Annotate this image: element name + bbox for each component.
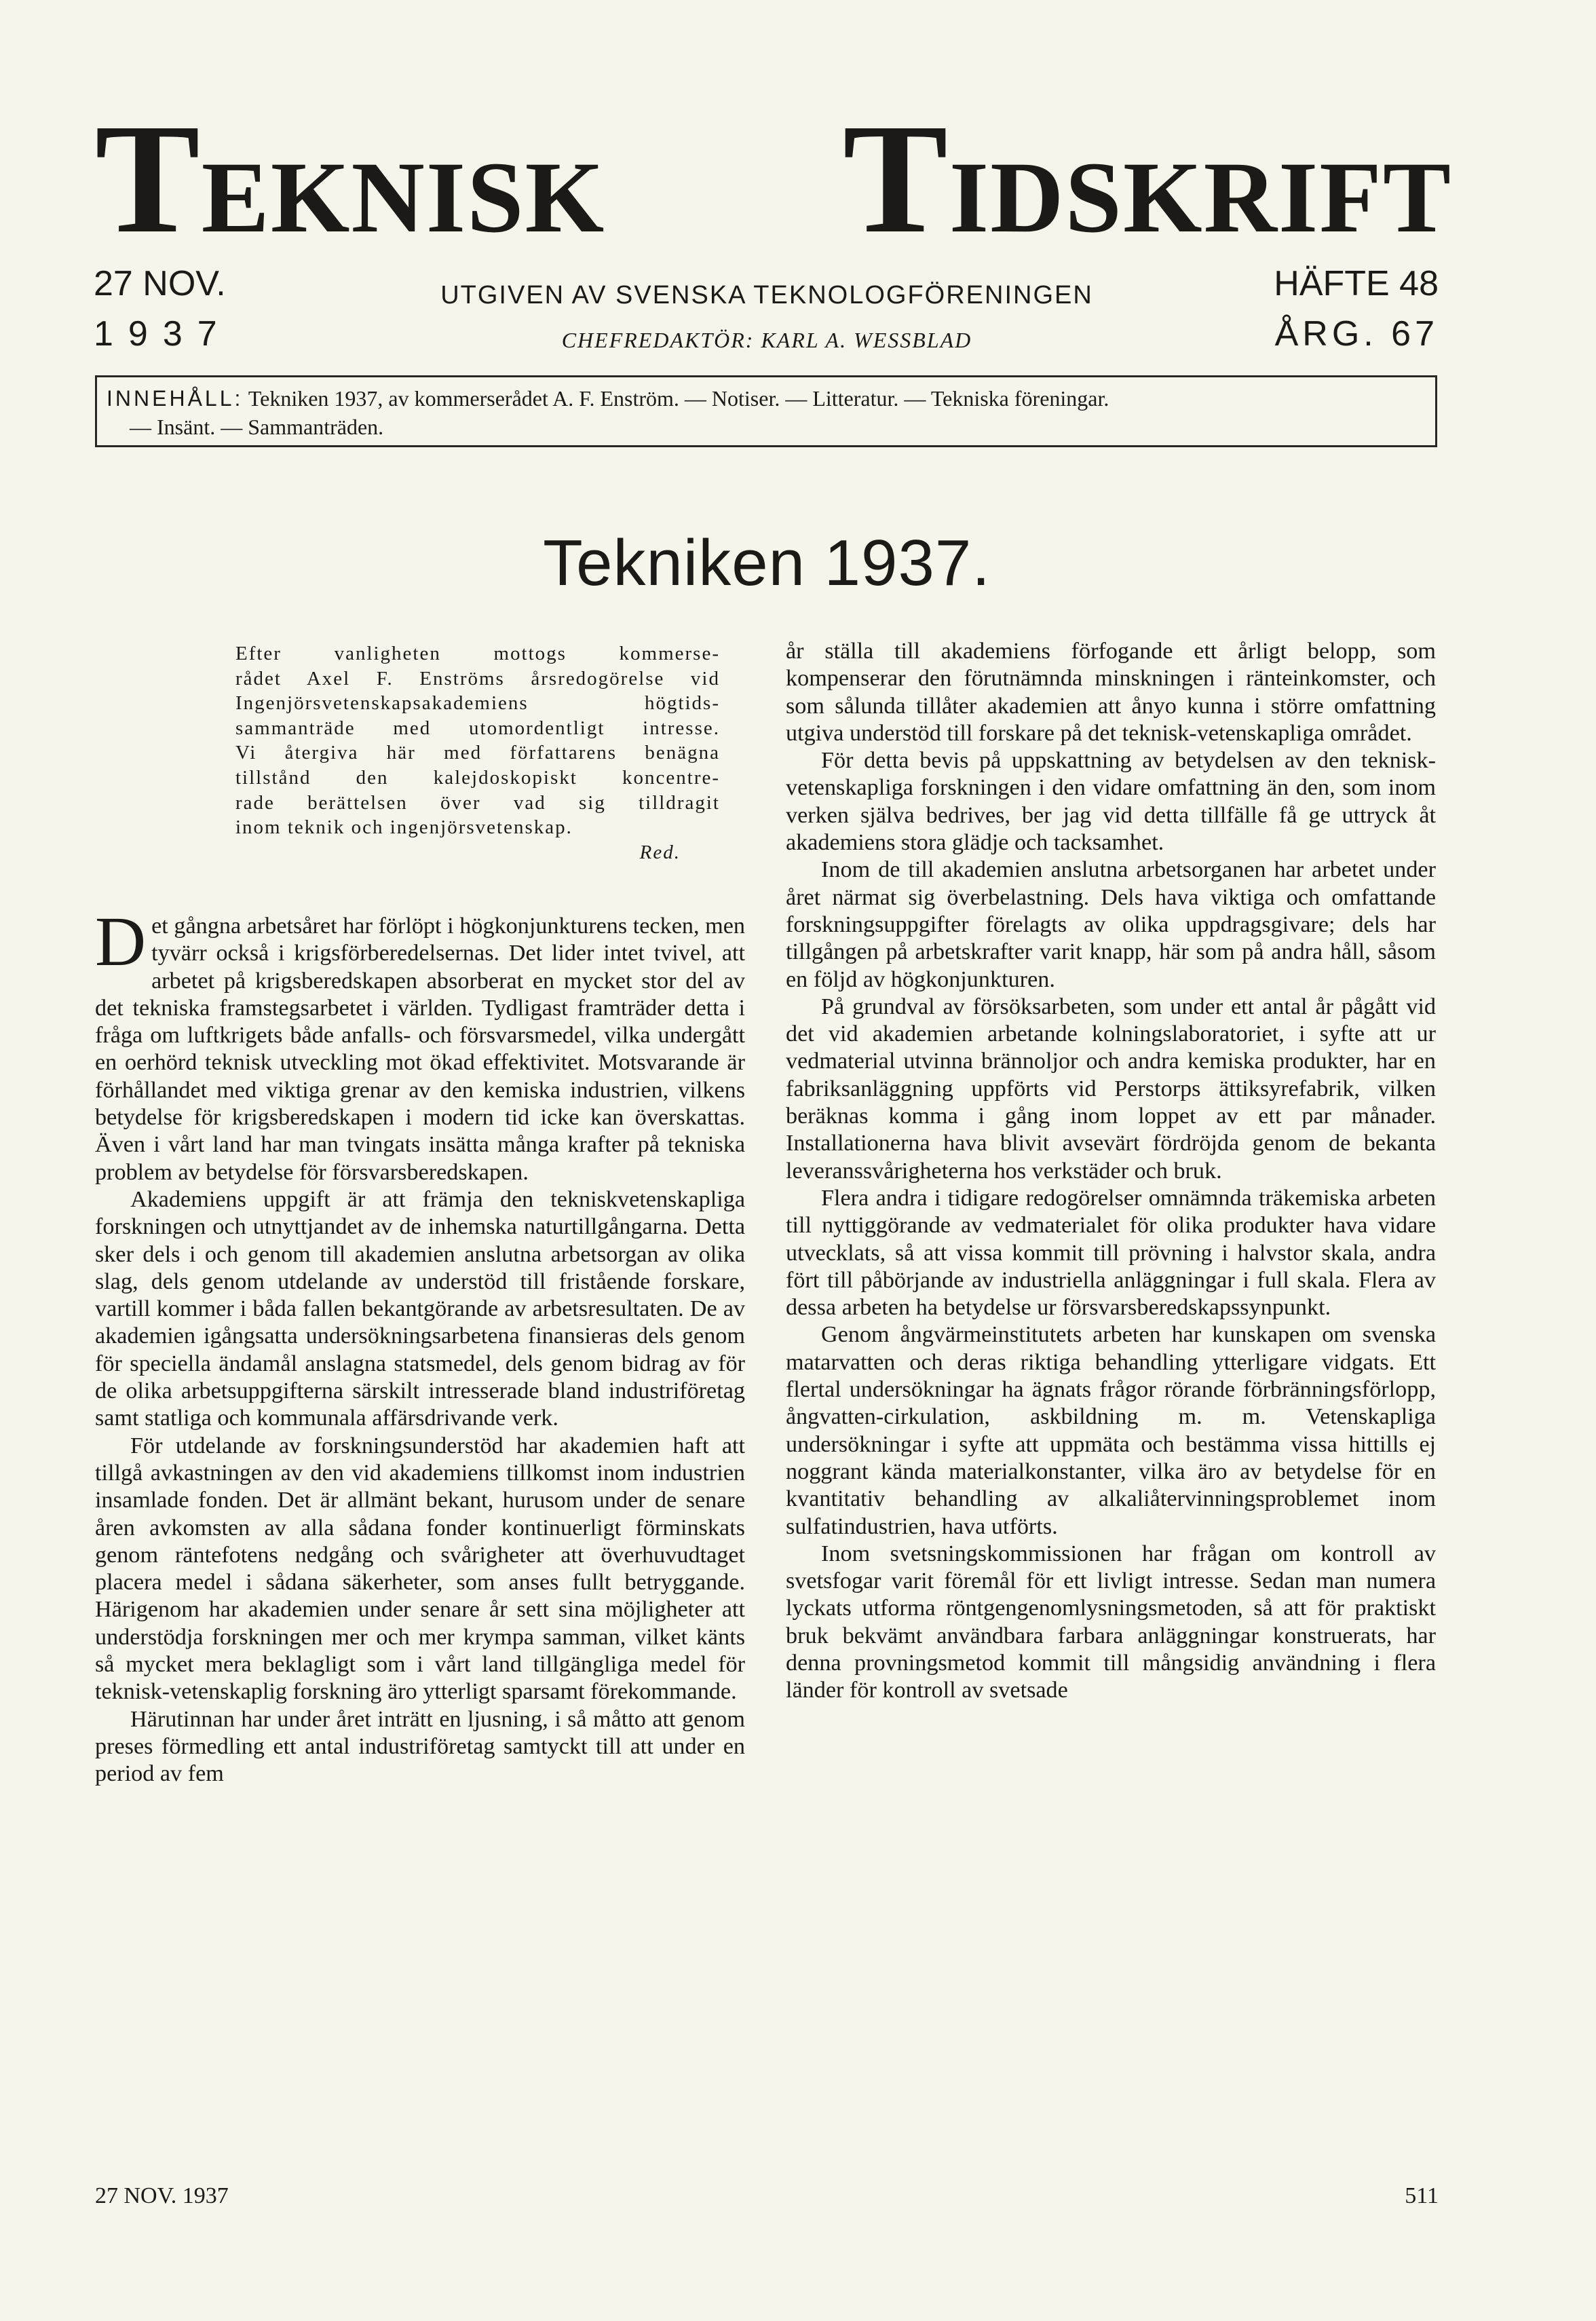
issue-date-block: [94, 261, 297, 356]
masthead-word-tidskrift: TIDSKRIFT: [843, 92, 1452, 266]
masthead-word-teknisk: TEKNISK: [95, 92, 606, 266]
issue-date: 27 NOV.: [94, 264, 226, 303]
article-paragraph: Genom ångvärmeinstitutets arbeten har kunskapen om svenska matarvatten och deras riktiga behandling ytterligare vidgats. Ett flertal undersökningar ha ägnats frågor rörande förbränningsförlopp, ångvatten-cirkulation, askbildning m. m. Vetenskapliga undersökningar i syfte att uppmäta och bestämma vissa hittills ej noggrant kända materialkonstanter, vilka äro av betydelse för en kvantitativ behandling av alkaliåtervinningsproblemet inom sulfatindustrien, hava utförts.: [786, 1322, 1436, 1539]
masthead-title: [95, 92, 1452, 266]
editorial-note-line: Ingenjörsvetenskapsakademiens högtids-: [235, 692, 720, 715]
footer-date: 27 NOV. 1937: [95, 2183, 229, 2208]
editorial-note-line: tillstånd den kalejdoskopiskt koncentre-: [235, 766, 720, 789]
article-paragraph: För detta bevis på uppskattning av betydelsen av den teknisk-vetenskapliga forskningen i den vidare omfattning än den, som inom verken själva bedrives, ber jag vid detta tillfälle få ge uttryck åt akademiens stora glädje och tacksamhet.: [786, 748, 1436, 856]
article-paragraph: För utdelande av forskningsunderstöd har akademien haft att tillgå avkastningen av den vid akademiens tillkomst inom industrien insamlade fonden. Det är allmänt bekant, hurusom under de senare åren avkomsten av alla sådana fonder kontinuerligt förminskats genom räntefotens nedgång och svårigheter att överhuvudtaget placera medel i sådana säkerheter, som anses fullt betryggande. Härigenom har akademien under senare år sett sina möjligheter att understödja forskningen mer och mer krympa samman, vilket känts så mycket mera beklagligt som i vårt land tillgängliga medel för teknisk-vetenskaplig forskning äro ytterligt sparsamt förekommande.: [95, 1433, 745, 1705]
article-title: Tekniken 1937.: [543, 527, 991, 599]
article-paragraph: På grundval av försöksarbeten, som under ett antal år pågått vid det vid akademien arbetande kolningslaboratoriet, i syfte att ur vedmaterial utvinna brännoljor och andra kemiska produkter, har en fabriksanläggning uppförts vid Perstorps ättiksyrefabrik, vilken beräknas komma i gång inom loppet av ett par månader. Installationerna hava blivit avsevärt fördröjda genom de bekanta leveranssvårigheterna hos verkstäder och bruk.: [786, 994, 1436, 1184]
editorial-note-line: Efter vanligheten mottogs kommerse-: [235, 643, 720, 664]
issue-year: 1937: [94, 314, 232, 354]
contents-line-1: [107, 384, 1423, 413]
drop-cap: D: [95, 903, 147, 981]
article-paragraph: Det gångna arbetsåret har förlöpt i högkonjunkturens tecken, men tyvärr också i krigsförberedelsernas. Det lider intet tvivel, att arbetet på krigsberedskapen absorberat en mycket stor del av det tekniska framstegsarbetet i världen. Tydligast framträder detta i fråga om luftkrigets både anfalls- och försvarsmedel, vilka undergått en oerhörd teknisk utveckling mot ökad effektivitet. Motsvarande är förhållandet med viktiga grenar av den kemiska industrien, vilkens betydelse för krigsberedskapen i modern tid icke kan överskattas. Även i vårt land har man tvingats insätta många krafter på tekniska problem av betydelse för försvarsberedskapen.: [95, 903, 745, 1185]
editorial-note: [235, 641, 720, 865]
issue-number-block: [1113, 261, 1439, 356]
issue-number: HÄFTE 48: [1274, 264, 1439, 303]
contents-line-2: — Insänt. — Sammanträden.: [130, 415, 384, 439]
editorial-note-line: Vi återgiva här med författarens benägna: [235, 742, 720, 764]
contents-label: INNEHÅLL:: [107, 386, 244, 411]
article-paragraph: Inom de till akademien anslutna arbetsorganen har arbetet under året närmat sig överbelastning. Dels hava viktiga och omfattande forskningsuppgifter förelagts av olika uppdragsgivare; dels har tillgången på arbetskrafter varit knapp, här som på andra håll, såsom en följd av högkonjunkturen.: [786, 857, 1436, 992]
page-number: 511: [1405, 2183, 1439, 2208]
editorial-note-line: rådet Axel F. Enströms årsredogörelse vid: [235, 667, 720, 690]
volume-number: ÅRG. 67: [1274, 314, 1439, 354]
article-paragraph: Inom svetsningskommissionen har frågan om kontroll av svetsfogar varit föremål för ett livligt intresse. Sedan man numera lyckats utforma röntgengenomlysningsmetoden, så att för praktiskt bruk bekvämt användbara farbara anläggningar konstruerats, har denna provningsmetod kommit till mångsidig användning i flera länder för kontroll av svetsade: [786, 1541, 1436, 1703]
contents-box: [95, 375, 1437, 447]
editorial-credit: Red.: [639, 841, 681, 863]
editorial-note-line: inom teknik och ingenjörsvetenskap.: [235, 816, 573, 839]
article-paragraph: Akademiens uppgift är att främja den tekniskvetenskapliga forskningen och utnyttjandet av de inhemska naturtillgångarna. Detta sker dels i och genom till akademien anslutna arbetsorgan av olika slag, dels genom utdelande av understöd till fristående forskare, vartill kommer i båda fallen bekantgörande av arbetsresultaten. De av akademien igångsatta undersökningsarbetena finansieras dels genom för speciella ändamål anslagna statsmedel, dels genom bidrag av för de olika arbetsuppgifterna särskilt intresserade bland industriföretag samt statliga och kommunala affärsdrivande verk.: [95, 1186, 745, 1431]
article-paragraph: Flera andra i tidigare redogörelser omnämnda träkemiska arbeten till nyttiggörande av vedmaterialet för olika produkter hava vidare utvecklats, så att vissa kommit till prövning i halvstor skala, andra fört till påbörjande av industriella anläggningar i full skala. Flera av dessa arbeten ha betydelse ur försvarsberedskapssynpunkt.: [786, 1185, 1436, 1321]
publisher-block: [380, 275, 1154, 360]
contents-items: Tekniken 1937, av kommerserådet A. F. Enström. — Notiser. — Litteratur. — Tekniska föreningar.: [248, 386, 1109, 411]
article-column-left: [95, 903, 745, 1788]
editorial-note-line: rade berättelsen över vad sig tilldragit: [235, 791, 720, 814]
editor-line: CHEFREDAKTÖR: KARL A. WESSBLAD: [561, 328, 972, 352]
editorial-note-text: [235, 641, 720, 840]
article-column-right: [786, 638, 1436, 1705]
publisher-line: UTGIVEN AV SVENSKA TEKNOLOGFÖRENINGEN: [440, 281, 1093, 309]
article-paragraph: Härutinnan har under året inträtt en ljusning, i så måtto att genom preses förmedling ett antal industriföretag samtyckt till att under en period av fem: [95, 1706, 745, 1787]
editorial-note-line: sammanträde med utomordentligt intresse.: [235, 717, 720, 739]
article-paragraph: år ställa till akademiens förfogande ett årligt belopp, som kompenserar den förutnämnda minskningen i ränteinkomster, och som sålunda tillåter akademien att ånyo kunna i större omfattning utgiva understöd till forskare på det teknisk-vetenskapliga området.: [786, 639, 1436, 746]
